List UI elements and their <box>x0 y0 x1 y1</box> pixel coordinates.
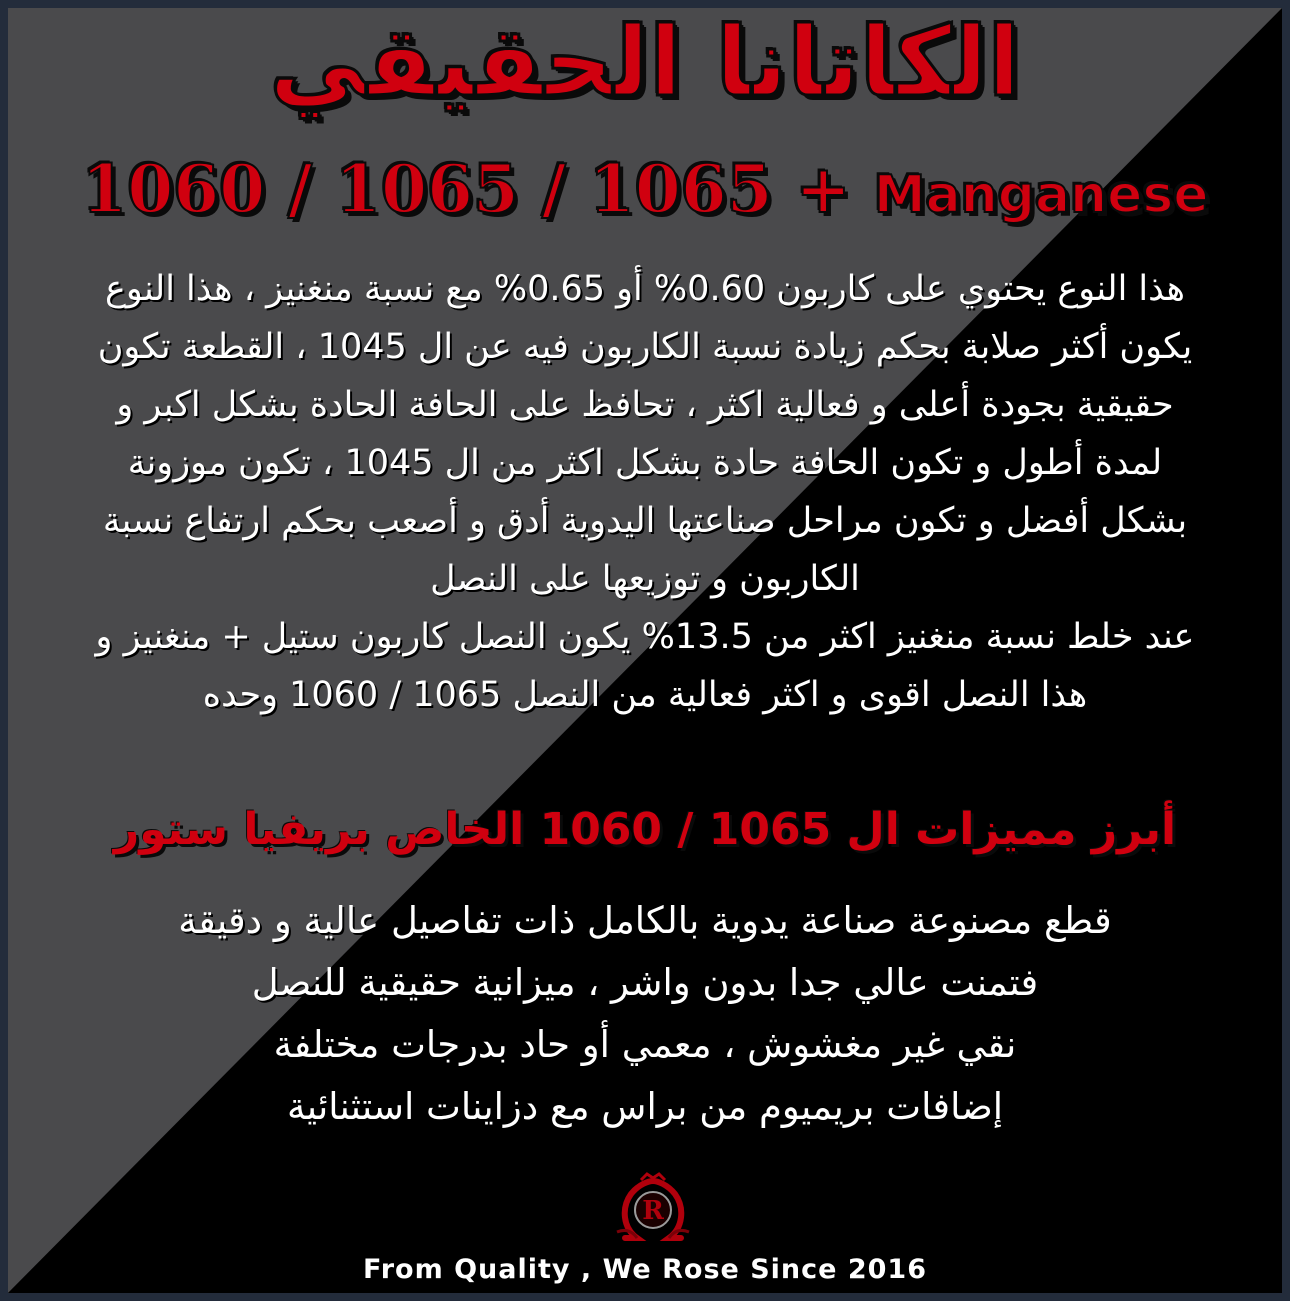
logo-letter: R <box>642 1196 664 1226</box>
page-title: الكاتانا الحقيقي <box>269 6 1021 118</box>
steel-grades-subtitle <box>0 146 1290 238</box>
description-line: لمدة أطول و تكون الحافة حادة بشكل اكثر من ال 1045 ، تكون موزونة <box>127 443 1163 483</box>
feature-item: قطع مصنوعة صناعة يدوية بالكامل ذات تفاصيل عالية و دقيقة <box>178 899 1112 942</box>
description-line: يكون أكثر صلابة بحكم زيادة نسبة الكاربون فيه عن ال 1045 ، القطعة تكون <box>97 327 1193 367</box>
footer-tagline: From Quality , We Rose Since 2016 <box>362 1254 928 1285</box>
rose-r-emblem-icon <box>607 1172 699 1244</box>
steel-grade-numbers: 1060 / 1065 / 1065 + <box>81 150 851 228</box>
manganese-label: Manganese <box>873 165 1209 225</box>
features-list <box>0 890 1290 1138</box>
description-line: عند خلط نسبة منغنيز اكثر من 13.5% يكون النصل كاربون ستيل + منغنيز و <box>95 617 1195 657</box>
feature-item: نقي غير مغشوش ، معمي أو حاد بدرجات مختلفة <box>273 1023 1017 1066</box>
description-paragraph <box>14 260 1276 724</box>
description-line: بشكل أفضل و تكون مراحل صناعتها اليدوية أدق و أصعب بحكم ارتفاع نسبة <box>102 501 1188 541</box>
features-heading: أبرز مميزات ال 1065 / 1060 الخاص بريفيا ستور <box>113 804 1177 855</box>
description-line: الكاربون و توزيعها على النصل <box>430 559 860 599</box>
description-line: هذا النصل اقوى و اكثر فعالية من النصل 1065 / 1060 وحده <box>202 675 1088 715</box>
description-line: حقيقية بجودة أعلى و فعالية اكثر ، تحافظ على الحافة الحادة بشكل اكبر و <box>116 385 1174 425</box>
feature-item: إضافات بريميوم من براس مع دزاينات استثنائية <box>286 1085 1004 1128</box>
description-line: هذا النوع يحتوي على كاربون 0.60% أو 0.65% مع نسبة منغنيز ، هذا النوع <box>105 269 1185 309</box>
feature-item: فتمنت عالي جدا بدون واشر ، ميزانية حقيقية للنصل <box>251 961 1039 1004</box>
